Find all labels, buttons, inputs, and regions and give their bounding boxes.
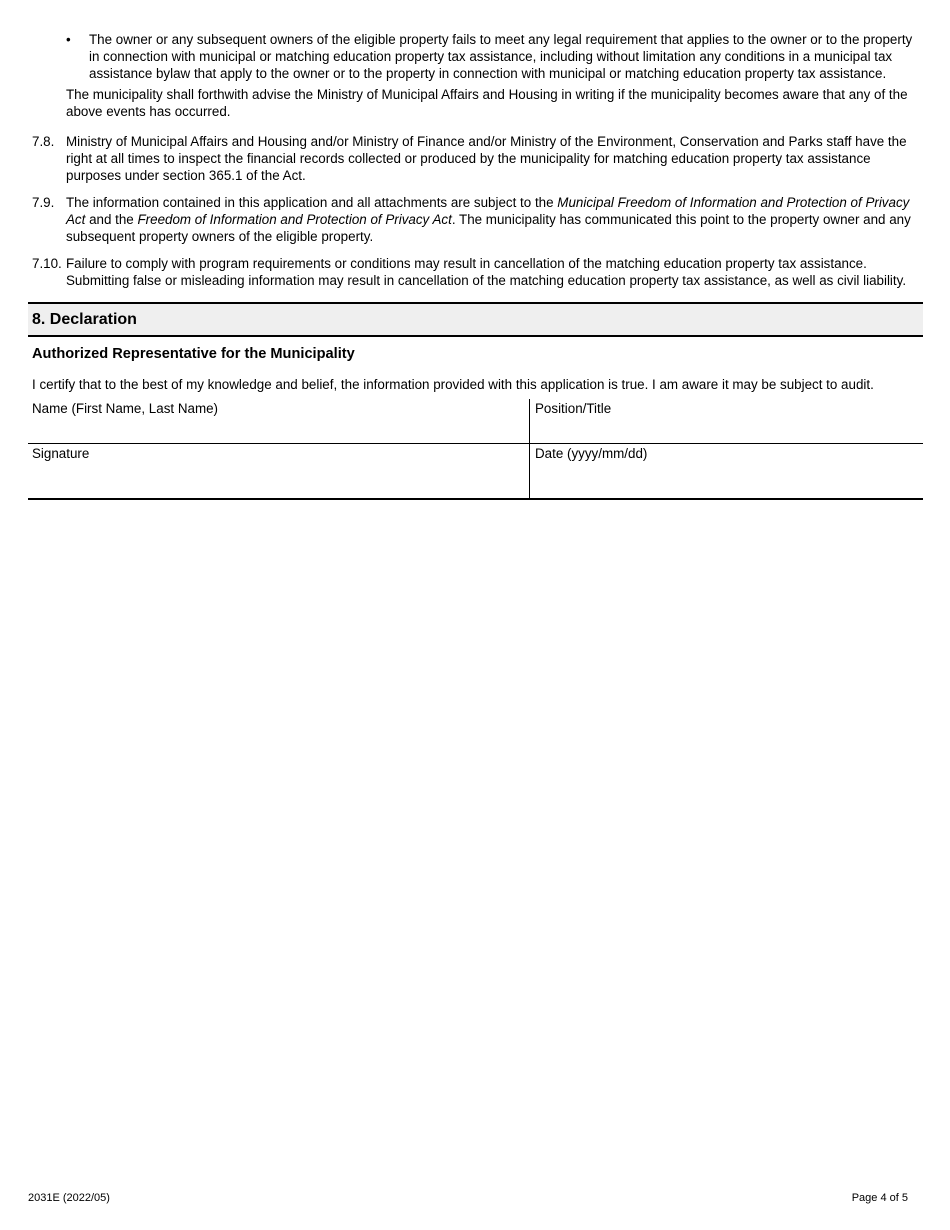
clause-text-part: . The municipality has communicated this point to the property owner and any subsequent property owners of the eligible property. — [66, 212, 911, 244]
position-field[interactable] — [530, 399, 924, 444]
certification-statement: I certify that to the best of my knowledge and belief, the information provided with this application is true. I am aware it may be subject to audit. — [32, 377, 874, 392]
clause-text-part: The information contained in this application and all attachments are subject to the — [66, 195, 558, 210]
clause-7-9 — [28, 194, 923, 245]
clause-text-part: and the — [85, 212, 138, 227]
signature-field-label: Signature — [32, 446, 90, 461]
name-field-label: Name (First Name, Last Name) — [32, 401, 219, 416]
advise-paragraph: The municipality shall forthwith advise the Ministry of Municipal Affairs and Housing in writing if the municipality becomes aware that any of the above events has occurred. — [66, 87, 908, 119]
act-title-foi: Freedom of Information and Protection of Privacy Act — [137, 212, 452, 227]
bullet-item — [28, 31, 923, 82]
act-title-municipal-foi: Municipal Freedom of Information and Protection of Privacy Act — [66, 195, 910, 227]
section-title-declaration: 8. Declaration — [28, 302, 923, 337]
position-field-label: Position/Title — [535, 401, 612, 416]
signature-field[interactable] — [28, 444, 530, 500]
clause-number: 7.10. — [32, 256, 62, 271]
form-page-content — [28, 31, 923, 500]
declaration-fields-table — [28, 399, 923, 500]
clause-7-10 — [28, 255, 923, 289]
bullet-icon: • — [66, 32, 71, 47]
clause-text: Ministry of Municipal Affairs and Housing and/or Ministry of Finance and/or Ministry of the Environment, Conservation and Parks staff have the right at all times to inspect the financial records collected or produced by the municipality for matching education property tax assistance purposes under section 365.1 of the Act. — [66, 134, 907, 183]
bullet-text: The owner or any subsequent owners of the eligible property fails to meet any legal requirement that applies to the owner or to the property in connection with municipal or matching education property tax assistance, including without limitation any conditions in a municipal tax assistance bylaw that apply to the owner or to the property in connection with municipal or matching education property tax assistance. — [89, 32, 913, 81]
clause-7-8 — [28, 133, 923, 184]
clause-text — [66, 194, 923, 245]
clause-text: Failure to comply with program requirements or conditions may result in cancellation of the matching education property tax assistance. Submitting false or misleading information may result in cancellation of the matching education property tax assistance, as well as civil liability. — [66, 256, 907, 288]
clause-number: 7.9. — [32, 195, 55, 210]
form-id: 2031E (2022/05) — [28, 1192, 110, 1204]
subheading-authorized-representative: Authorized Representative for the Municipality — [32, 346, 355, 362]
clause-number: 7.8. — [32, 134, 55, 149]
name-field[interactable] — [28, 399, 530, 444]
date-field[interactable] — [530, 444, 924, 500]
date-field-label: Date (yyyy/mm/dd) — [535, 446, 648, 461]
page-number: Page 4 of 5 — [851, 1192, 908, 1204]
